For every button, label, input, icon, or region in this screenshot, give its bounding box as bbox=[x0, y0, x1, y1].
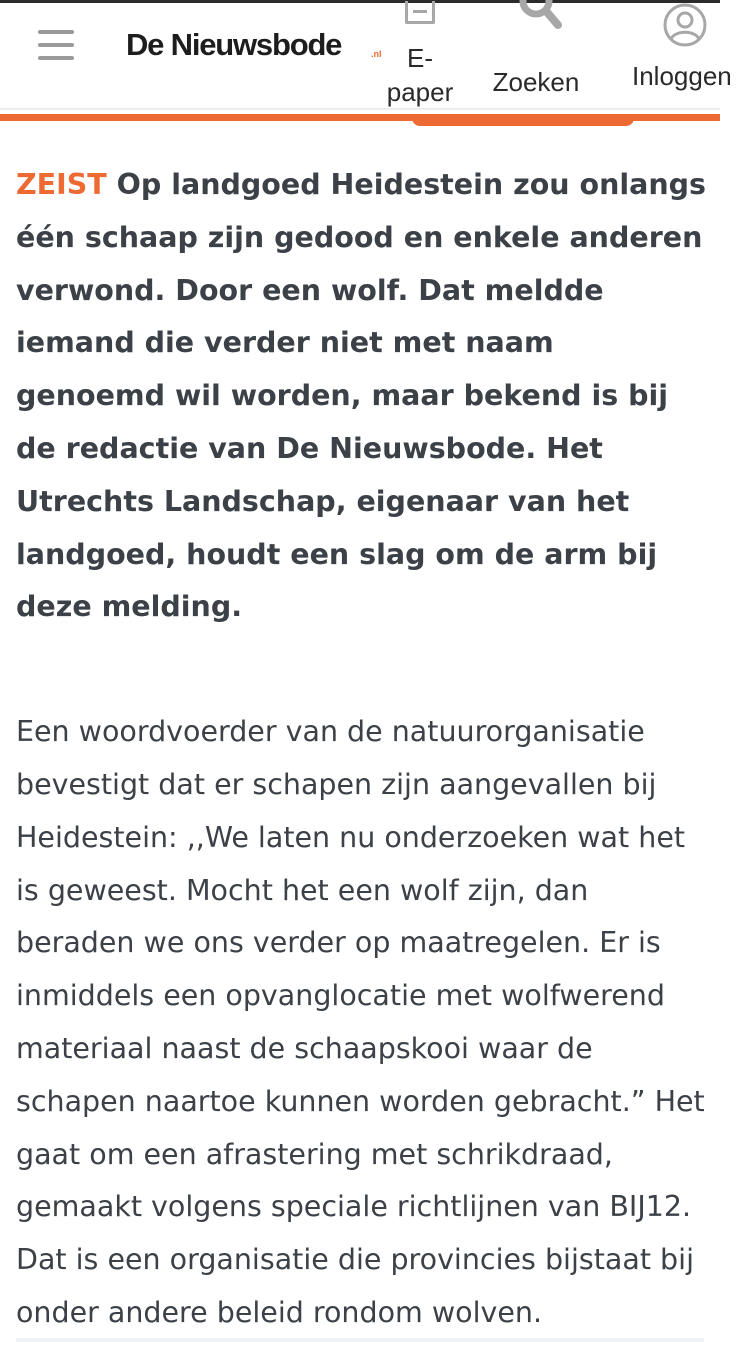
accent-tab bbox=[412, 114, 634, 126]
dateline: ZEIST bbox=[16, 168, 107, 201]
login-label: Inloggen bbox=[632, 61, 732, 91]
search-icon bbox=[516, 0, 564, 33]
menu-icon[interactable] bbox=[38, 30, 74, 62]
epaper-label-line2: paper bbox=[386, 77, 454, 107]
user-icon bbox=[660, 3, 710, 49]
site-header bbox=[0, 3, 732, 109]
lead-text: Op landgoed Heidestein zou onlangs één schaap zijn gedood en enkele anderen verwond. Door een wolf. Dat meldde iemand die verder niet met naam genoemd wil worden, maar bekend is bij de redactie van De Nieuwsbode. Het Utrechts Landschap, eigenaar van het landgoed, houdt een slag om de arm bij deze melding. bbox=[16, 168, 707, 624]
article-lead bbox=[16, 159, 708, 634]
divider bbox=[16, 1338, 704, 1342]
article-body bbox=[16, 159, 708, 1340]
article-paragraph: Een woordvoerder van de natuurorganisatie bevestigt dat er schapen zijn aangevallen bij Heidestein: ,,We laten nu onderzoeken wat het is geweest. Mocht het een wolf zijn, dan beraden we ons verder op maatregelen. Er is inmiddels een opvanglocatie met wolfwerend materiaal naast de schaapskooi waar de schapen naartoe kunnen worden gebracht.” Het gaat om een afrastering met schrikdraad, gemaakt volgens speciale richtlijnen van BIJ12. Dat is een organisatie die provincies bijstaat bij onder andere beleid rondom wolven. bbox=[16, 715, 705, 1329]
epaper-icon bbox=[405, 1, 435, 24]
header-shadow bbox=[0, 108, 720, 111]
logo-suffix: .nl bbox=[371, 49, 382, 59]
epaper-label-line1: E- bbox=[407, 43, 433, 73]
search-label: Zoeken bbox=[492, 67, 580, 97]
site-logo[interactable]: De Nieuwsbode bbox=[126, 27, 342, 62]
